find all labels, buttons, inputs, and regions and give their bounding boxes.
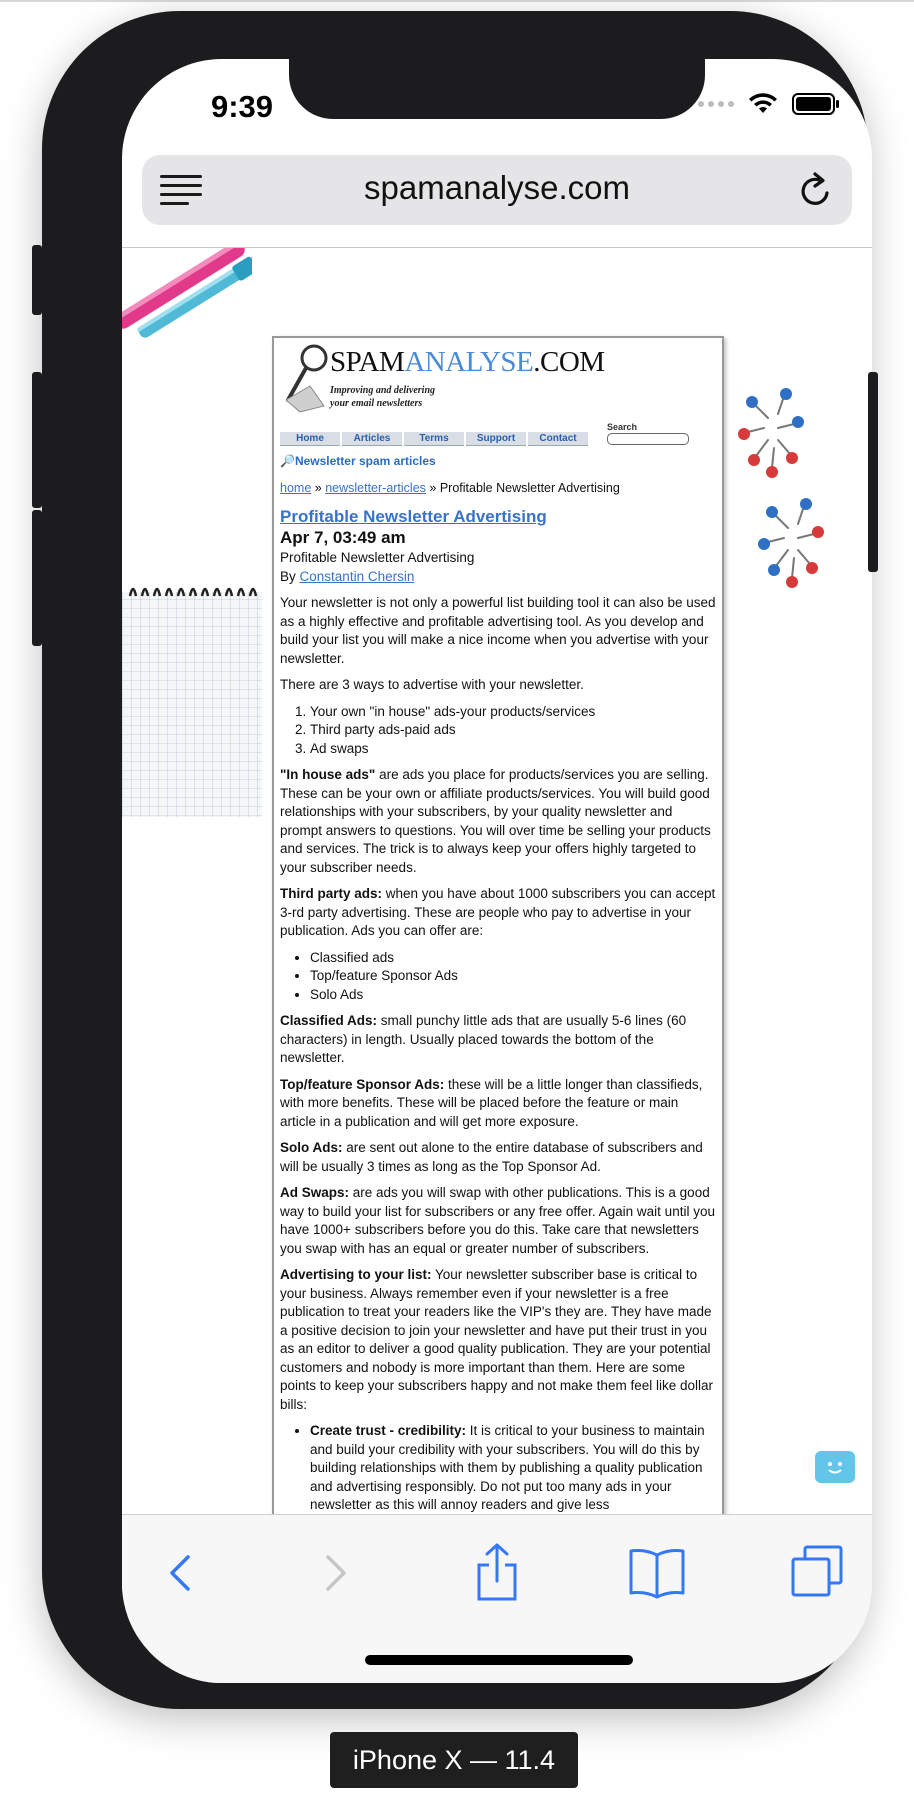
article-title[interactable]: Profitable Newsletter Advertising bbox=[280, 507, 547, 526]
bookmarks-icon[interactable] bbox=[627, 1543, 687, 1603]
nav-articles[interactable]: Articles bbox=[342, 432, 402, 446]
article-byline: By Constantin Chersin bbox=[280, 568, 415, 584]
magnifier-logo-icon bbox=[280, 340, 330, 414]
reload-icon[interactable] bbox=[798, 171, 834, 211]
tabs-icon[interactable] bbox=[787, 1543, 847, 1603]
site-page bbox=[272, 336, 724, 1514]
site-header bbox=[274, 338, 722, 418]
chat-widget-button[interactable] bbox=[815, 1451, 855, 1483]
address-bar[interactable] bbox=[142, 155, 852, 225]
mute-switch bbox=[32, 245, 42, 315]
url-text[interactable]: spamanalyse.com bbox=[364, 169, 630, 206]
article-subtitle: Profitable Newsletter Advertising bbox=[280, 550, 475, 565]
article-content bbox=[274, 452, 722, 1514]
phone-screen bbox=[122, 59, 872, 1683]
section-link[interactable]: 🔎Newsletter spam articles bbox=[280, 454, 436, 468]
cellular-signal-icon bbox=[698, 101, 734, 107]
ad-types-list bbox=[280, 949, 716, 1005]
breadcrumb-current: Profitable Newsletter Advertising bbox=[439, 480, 620, 495]
notch bbox=[289, 59, 705, 119]
nav-support[interactable]: Support bbox=[466, 432, 526, 446]
site-logo[interactable]: SPAMANALYSE.COM bbox=[330, 346, 605, 378]
notepad-image bbox=[122, 572, 262, 822]
article-date: Apr 7, 03:49 am bbox=[280, 528, 406, 547]
tips-list bbox=[280, 1422, 716, 1514]
intro-paragraph: Your newsletter is not only a powerful list building tool it can also be used as a highly effective and profitable advertising tool. As you develop and build your list you will make a nice income when you advertise with your newsletter. bbox=[280, 595, 716, 666]
search-input[interactable] bbox=[607, 433, 689, 445]
topfeature-paragraph: Top/feature Sponsor Ads: these will be a little longer than classifieds, with more benefits. These will be placed before the feature or main article in a publication and will get more exposure. bbox=[280, 1076, 703, 1129]
classified-paragraph: Classified Ads: small punchy little ads that are usually 5-6 lines (60 characters) in length. Usually placed towards the bottom of the newsletter. bbox=[280, 1013, 687, 1065]
volume-up-button bbox=[32, 372, 42, 508]
wifi-icon bbox=[748, 93, 778, 115]
forward-icon[interactable] bbox=[306, 1543, 366, 1603]
iphone-frame bbox=[42, 11, 868, 1709]
top-edge bbox=[0, 0, 914, 2]
solo-paragraph: Solo Ads: are sent out alone to the entire database of subscribers and will be usually 3 times as long as the Top Sponsor Ad. bbox=[280, 1140, 703, 1174]
share-icon[interactable] bbox=[467, 1543, 527, 1603]
volume-down-button bbox=[32, 510, 42, 646]
device-label: iPhone X — 11.4 bbox=[330, 1732, 578, 1788]
pens-image bbox=[122, 248, 252, 348]
battery-icon bbox=[792, 93, 840, 115]
home-indicator[interactable] bbox=[365, 1655, 633, 1665]
list-item: • Create trust - credibility: It is critical to your business to maintain and build your credibility with your subscribers. You will do this by building relationships with them by publishing a quality publication and advertising responsibly. Do not put too many ads in your newsletter as this will annoy readers and give less bbox=[310, 1422, 716, 1514]
list-item: 3. Ad swaps bbox=[310, 740, 716, 759]
ways-intro: There are 3 ways to advertise with your newsletter. bbox=[280, 677, 584, 692]
web-content[interactable] bbox=[122, 248, 872, 1514]
ways-list bbox=[280, 703, 716, 759]
list-item: 2. Third party ads-paid ads bbox=[310, 721, 716, 740]
nav-terms[interactable]: Terms bbox=[404, 432, 464, 446]
status-time: 9:39 bbox=[210, 89, 274, 124]
site-tagline: Improving and delivering your email newsletters bbox=[330, 385, 436, 409]
search-label: Search bbox=[607, 422, 638, 432]
pushpins-image-2 bbox=[754, 494, 836, 590]
swaps-paragraph: Ad Swaps: are ads you will swap with other publications. This is a good way to build your list for subscribers or any free offer. Again wait until you have 1000+ subscribers before you do this. Take care that newsletters you swap with has an equal or greater number of subscribers. bbox=[280, 1185, 715, 1256]
author-link[interactable]: Constantin Chersin bbox=[299, 568, 415, 584]
search-icon: 🔎 bbox=[280, 454, 295, 468]
site-nav bbox=[280, 432, 588, 446]
advertising-list-paragraph: Advertising to your list: Your newsletter subscriber base is critical to your business. Always remember even if your newsletter is a free publication to treat your readers like the VIP's they are. They have made a positive decision to join your newsletter and have put their trust in you as an editor to deliver a good quality publication. They are your potential customers and nobody is more important than them. Here are some points to keep your subscribers happy and not make them feel like dollar bills: bbox=[280, 1267, 713, 1412]
inhouse-paragraph: "In house ads" are ads you place for products/services you are selling. These can be your own or affiliate products/services. You will build good relationships with your subscribers, by your quality newsletter and prompt answers to questions. You will over time be selling your products and services. The trick is to always keep your offers highly targeted to your subscriber needs. bbox=[280, 767, 711, 875]
pushpins-image bbox=[734, 384, 816, 480]
chat-face-icon bbox=[815, 1451, 855, 1483]
list-item: • Classified ads bbox=[310, 949, 716, 968]
third-party-paragraph: Third party ads: when you have about 1000 subscribers you can accept 3-rd party advertising. These are people who pay to advertise in your publication. Ads you can offer are: bbox=[280, 886, 716, 938]
breadcrumb: home » newsletter-articles » Profitable Newsletter Advertising bbox=[280, 480, 620, 495]
site-nav-row bbox=[274, 422, 722, 444]
nav-contact[interactable]: Contact bbox=[528, 432, 588, 446]
breadcrumb-home[interactable]: home bbox=[280, 480, 312, 495]
list-item: 1. Your own "in house" ads-your products/services bbox=[310, 703, 716, 722]
list-item: • Solo Ads bbox=[310, 986, 716, 1005]
breadcrumb-articles[interactable]: newsletter-articles bbox=[325, 480, 426, 495]
power-button bbox=[868, 372, 878, 572]
list-item: • Top/feature Sponsor Ads bbox=[310, 967, 716, 986]
back-icon[interactable] bbox=[150, 1543, 210, 1603]
status-icons bbox=[698, 93, 840, 115]
nav-home[interactable]: Home bbox=[280, 432, 340, 446]
